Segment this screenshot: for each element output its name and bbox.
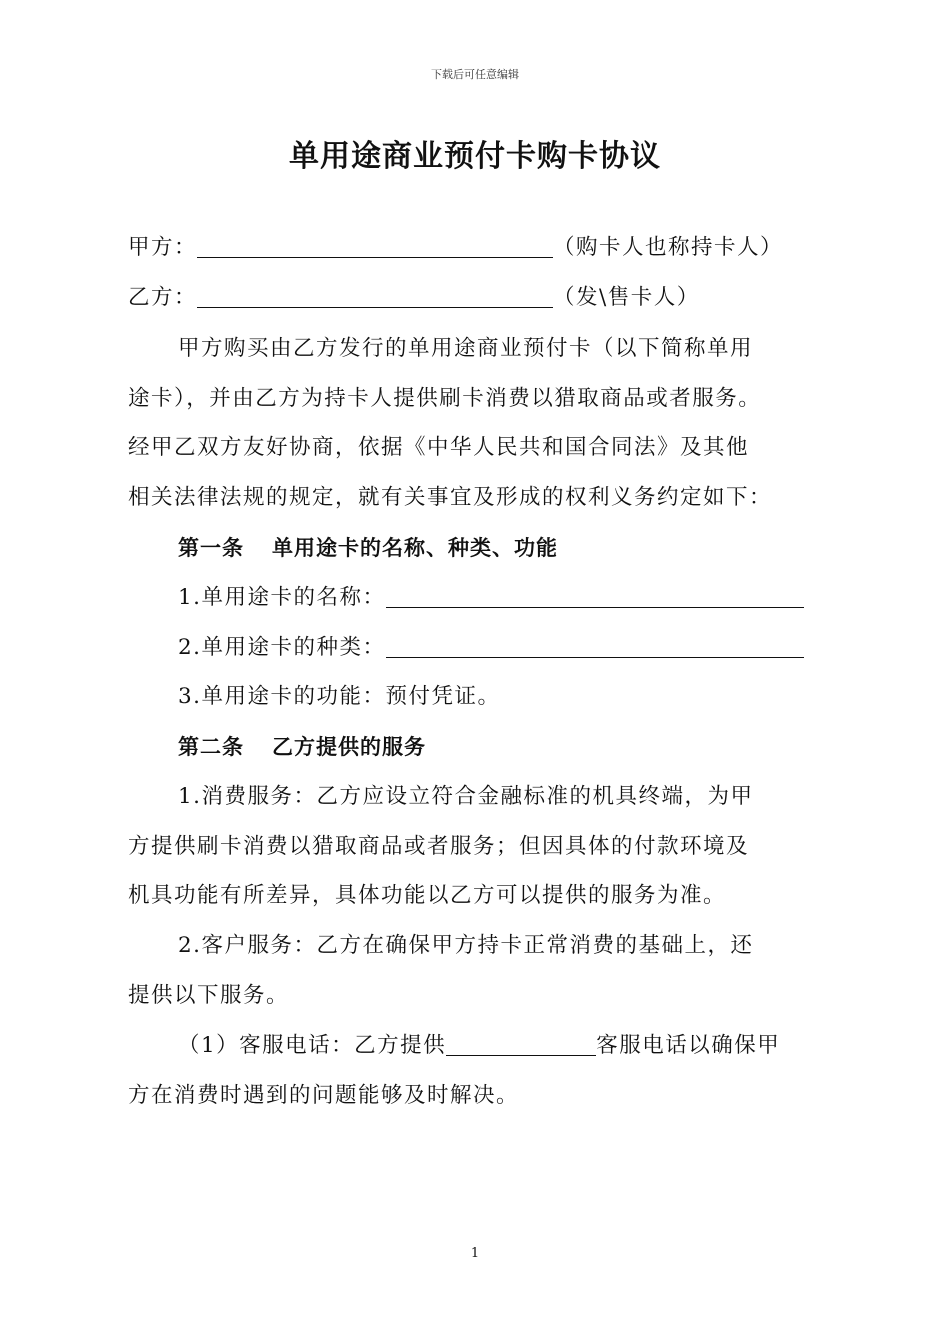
intro-line-1: 甲方购买由乙方发行的单用途商业预付卡（以下简称单用 xyxy=(178,336,754,361)
document-title: 单用途商业预付卡购卡协议 xyxy=(289,139,661,174)
party-b-line xyxy=(128,280,828,316)
article-1-heading xyxy=(178,530,828,566)
service-p2-line-2: 提供以下服务。 xyxy=(128,983,290,1008)
party-a-note: （购卡人也称持卡人） xyxy=(553,235,784,260)
party-a-blank[interactable] xyxy=(197,233,553,258)
article-2-title: 乙方提供的服务 xyxy=(272,735,426,759)
article-2-heading xyxy=(178,729,828,765)
article-2-number: 第二条 xyxy=(178,735,244,759)
card-name-label: 1.单用途卡的名称： xyxy=(178,585,386,610)
service-p1-line-2: 方提供刷卡消费以猎取商品或者服务；但因具体的付款环境及 xyxy=(128,834,750,859)
card-type-line xyxy=(178,630,828,666)
card-function-line: 3.单用途卡的功能：预付凭证。 xyxy=(178,684,501,709)
card-name-blank[interactable] xyxy=(386,583,804,608)
card-type-blank[interactable] xyxy=(386,633,804,658)
service-p1-line-1: 1.消费服务：乙方应设立符合金融标准的机具终端，为甲 xyxy=(178,784,754,809)
intro-line-3: 经甲乙双方友好协商，依据《中华人民共和国合同法》及其他 xyxy=(128,435,750,460)
service-p1-line-3: 机具功能有所差异，具体功能以乙方可以提供的服务为准。 xyxy=(128,883,727,908)
card-type-label: 2.单用途卡的种类： xyxy=(178,635,386,660)
party-a-line xyxy=(128,230,828,266)
hotline-prefix: （1）客服电话：乙方提供 xyxy=(178,1033,447,1058)
article-1-number: 第一条 xyxy=(178,536,244,560)
intro-line-4: 相关法律法规的规定，就有关事宜及形成的权利义务约定如下： xyxy=(128,485,773,510)
page-number: 1 xyxy=(470,1246,480,1261)
party-b-label: 乙方： xyxy=(128,285,198,310)
party-b-note: （发\售卡人） xyxy=(553,285,700,310)
header-note: 下载后可任意编辑 xyxy=(431,68,519,81)
article-1-title: 单用途卡的名称、种类、功能 xyxy=(272,536,558,560)
service-p3-line-1 xyxy=(178,1028,838,1064)
service-p2-line-1: 2.客户服务：乙方在确保甲方持卡正常消费的基础上，还 xyxy=(178,933,754,958)
service-p3-line-2: 方在消费时遇到的问题能够及时解决。 xyxy=(128,1083,520,1108)
hotline-suffix: 客服电话以确保甲 xyxy=(596,1033,781,1058)
party-a-label: 甲方： xyxy=(128,235,198,260)
intro-line-2: 途卡），并由乙方为持卡人提供刷卡消费以猎取商品或者服务。 xyxy=(128,386,762,411)
party-b-blank[interactable] xyxy=(197,283,553,308)
hotline-blank[interactable] xyxy=(446,1031,596,1056)
card-name-line xyxy=(178,580,828,616)
